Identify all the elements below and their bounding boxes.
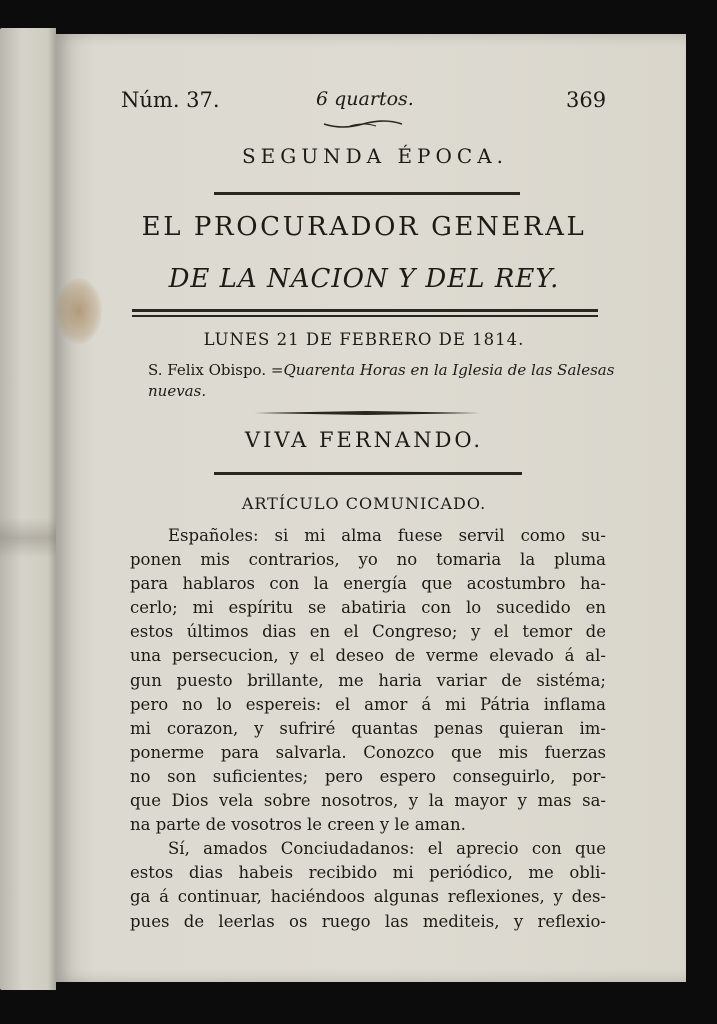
devotion-notice: Quarenta Horas en la Iglesia de las Salesas nuevas. bbox=[148, 361, 615, 400]
divider-rule-2 bbox=[214, 472, 522, 475]
page-number: 369 bbox=[566, 88, 607, 112]
ornament-swirl-icon bbox=[322, 118, 404, 132]
article-line: ponen mis contrarios, yo no tomaria la pluma bbox=[130, 550, 606, 570]
issue-price: 6 quartos. bbox=[316, 88, 414, 110]
page-crease bbox=[0, 518, 56, 558]
divider-rule bbox=[214, 192, 520, 195]
article-line: que Dios vela sobre nosotros, y la mayor y mas sa- bbox=[130, 791, 606, 811]
article-line: Españoles: si mi alma fuese servil como su- bbox=[168, 526, 606, 545]
article-line: estos últimos dias en el Congreso; y el temor de bbox=[130, 622, 606, 642]
article-line: Sí, amados Conciudadanos: el aprecio con que bbox=[168, 839, 606, 859]
article-line: gun puesto brillante, me haria variar de sistéma; bbox=[130, 670, 606, 690]
double-rule-top bbox=[132, 309, 598, 312]
saint-separator: = bbox=[270, 361, 284, 379]
ornament-rule-icon bbox=[252, 408, 480, 418]
article-line: pues de leerlas os ruego las mediteis, y reflexio- bbox=[130, 911, 606, 931]
epoch-heading: SEGUNDA ÉPOCA. bbox=[241, 144, 509, 168]
article-heading: ARTÍCULO COMUNICADO. bbox=[241, 494, 487, 513]
article-line: no son suficientes; pero espero conseguirlo, por- bbox=[130, 766, 606, 786]
saint-of-day bbox=[148, 360, 618, 402]
article-line: mi corazon, y sufriré quantas penas quieran im- bbox=[130, 718, 606, 738]
issue-number: Núm. 37. bbox=[121, 88, 220, 112]
article-line: na parte de vosotros le creen y le aman. bbox=[130, 815, 466, 835]
acclamation-heading: VIVA FERNANDO. bbox=[244, 428, 484, 452]
issue-date: LUNES 21 DE FEBRERO DE 1814. bbox=[203, 330, 525, 349]
article-body bbox=[130, 524, 606, 934]
article-line: pero no lo espereis: el amor á mi Pátria inflama bbox=[130, 694, 606, 714]
article-line: cerlo; mi espíritu se abatiria con lo sucedido en bbox=[130, 598, 606, 618]
article-line: ga á continuar, haciéndoos algunas reflexiones, y des- bbox=[130, 887, 606, 907]
article-line: para hablaros con la energía que acostumbro ha- bbox=[130, 574, 606, 594]
newspaper-subtitle: DE LA NACION Y DEL REY. bbox=[168, 264, 560, 294]
saint-name: S. Felix Obispo. bbox=[148, 361, 267, 379]
article-line: estos dias habeis recibido mi periódico, me obli- bbox=[130, 863, 606, 883]
newspaper-title: EL PROCURADOR GENERAL bbox=[141, 212, 587, 242]
double-rule-bottom bbox=[132, 315, 598, 317]
article-line: ponerme para salvarla. Conozco que mis fuerzas bbox=[130, 742, 606, 762]
article-line: una persecucion, y el deseo de verme elevado á al- bbox=[130, 646, 606, 666]
previous-page-edge bbox=[0, 28, 56, 990]
